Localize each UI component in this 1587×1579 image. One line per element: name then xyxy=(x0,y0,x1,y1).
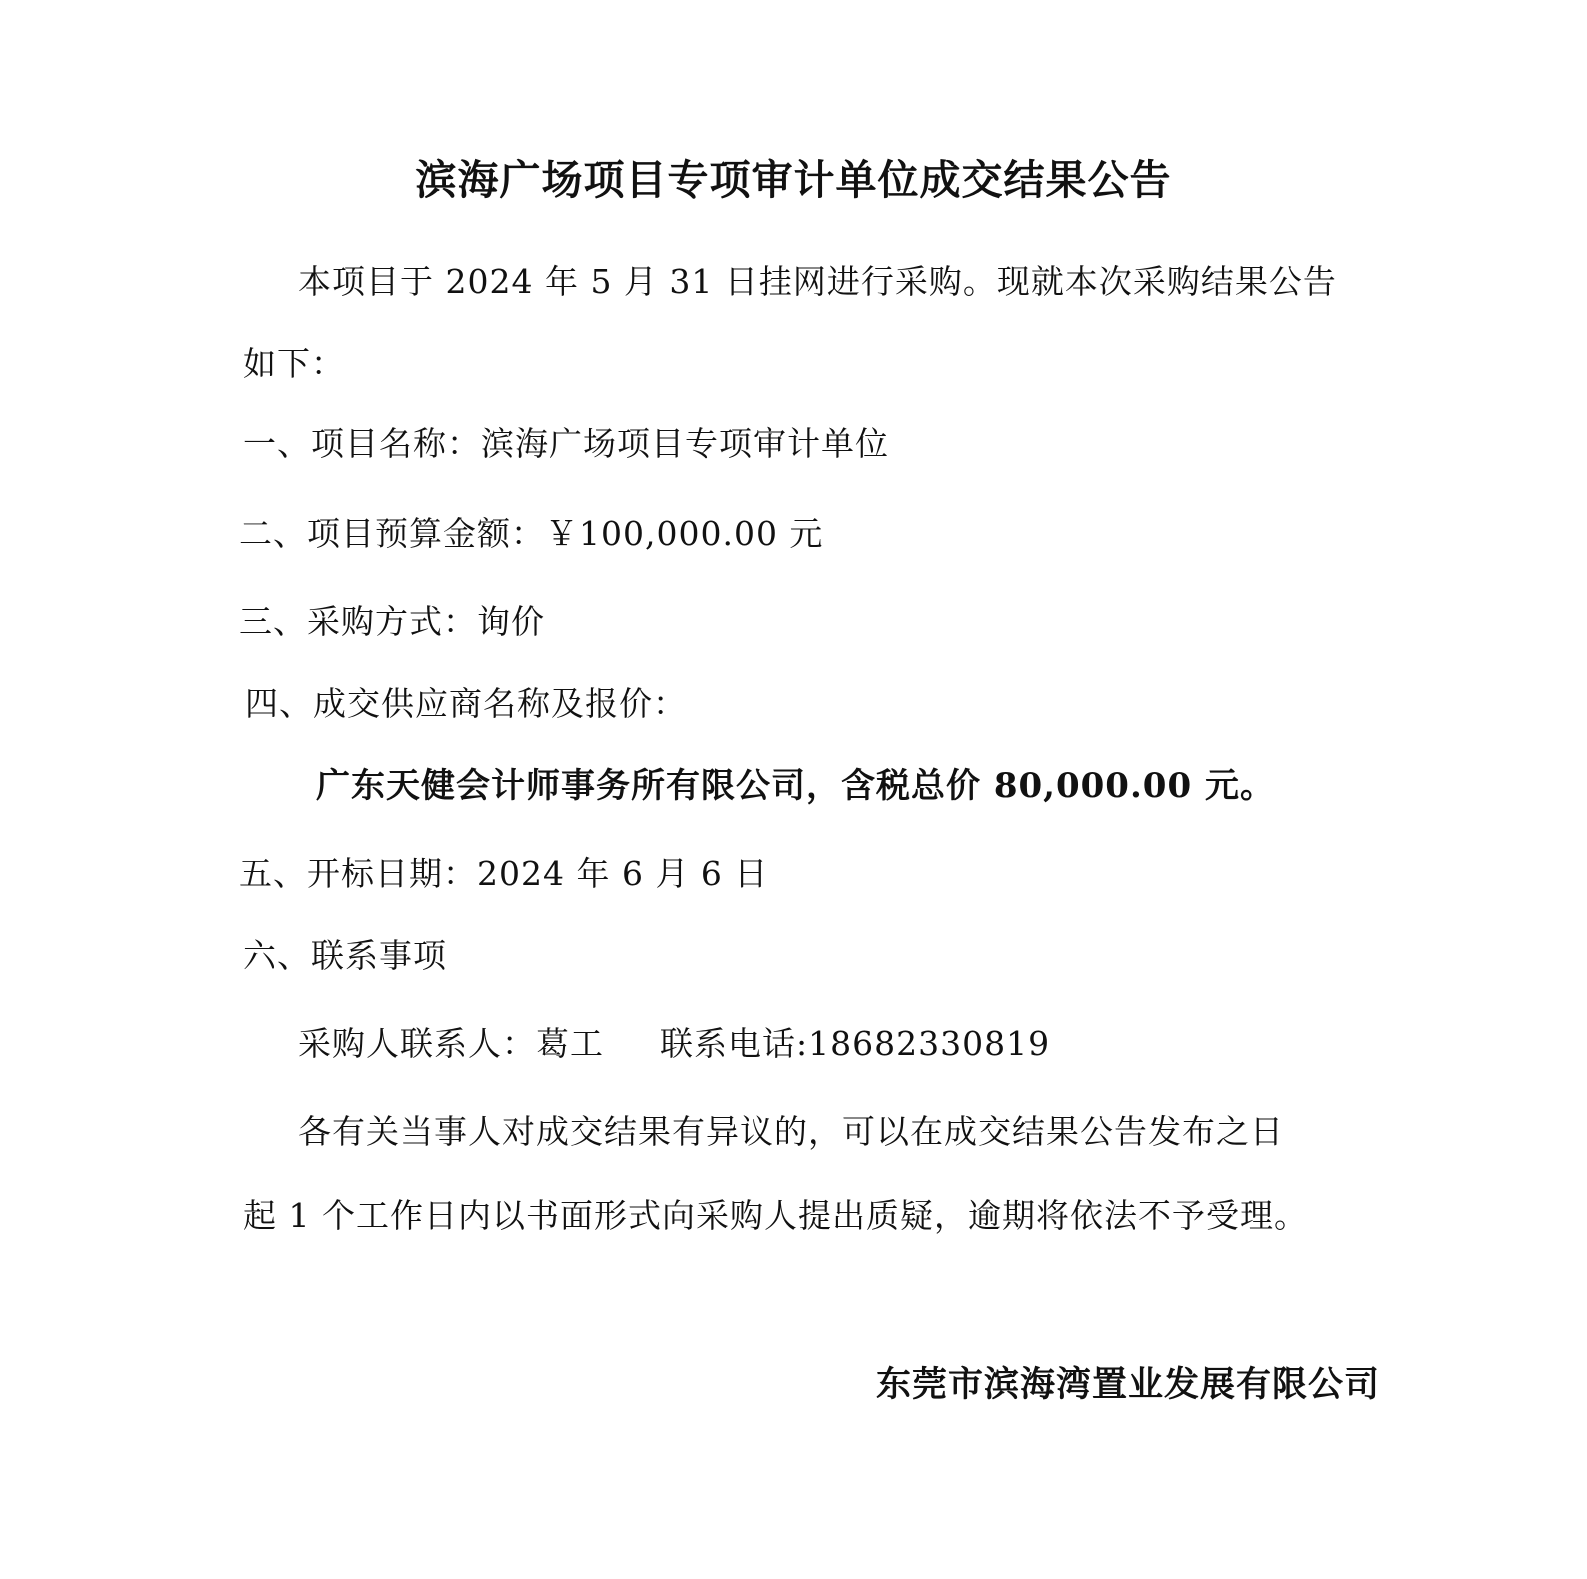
signature-company: 东莞市滨海湾置业发展有限公司 xyxy=(875,1364,1380,1405)
item-contact-heading: 六、联系事项 xyxy=(243,936,447,975)
intro-line-2: 如下： xyxy=(243,344,345,383)
contact-phone: 联系电话:18682330819 xyxy=(660,1024,1051,1063)
supplier-detail: 广东天健会计师事务所有限公司，含税总价 80,000.00 元。 xyxy=(316,766,1275,806)
objection-line-2: 起 1 个工作日内以书面形式向采购人提出质疑，逾期将依法不予受理。 xyxy=(243,1196,1308,1235)
item-supplier-heading: 四、成交供应商名称及报价： xyxy=(245,684,687,723)
contact-person: 采购人联系人：葛工 xyxy=(298,1024,604,1063)
page-title: 滨海广场项目专项审计单位成交结果公告 xyxy=(415,156,1172,204)
intro-line-1: 本项目于 2024 年 5 月 31 日挂网进行采购。现就本次采购结果公告 xyxy=(298,262,1337,301)
item-budget: 二、项目预算金额：￥100,000.00 元 xyxy=(239,514,824,553)
item-project-name: 一、项目名称：滨海广场项目专项审计单位 xyxy=(243,424,889,463)
contact-line xyxy=(298,1024,1050,1064)
objection-line-1: 各有关当事人对成交结果有异议的，可以在成交结果公告发布之日 xyxy=(298,1112,1284,1151)
item-method: 三、采购方式：询价 xyxy=(239,602,545,641)
item-open-date: 五、开标日期：2024 年 6 月 6 日 xyxy=(239,854,769,893)
